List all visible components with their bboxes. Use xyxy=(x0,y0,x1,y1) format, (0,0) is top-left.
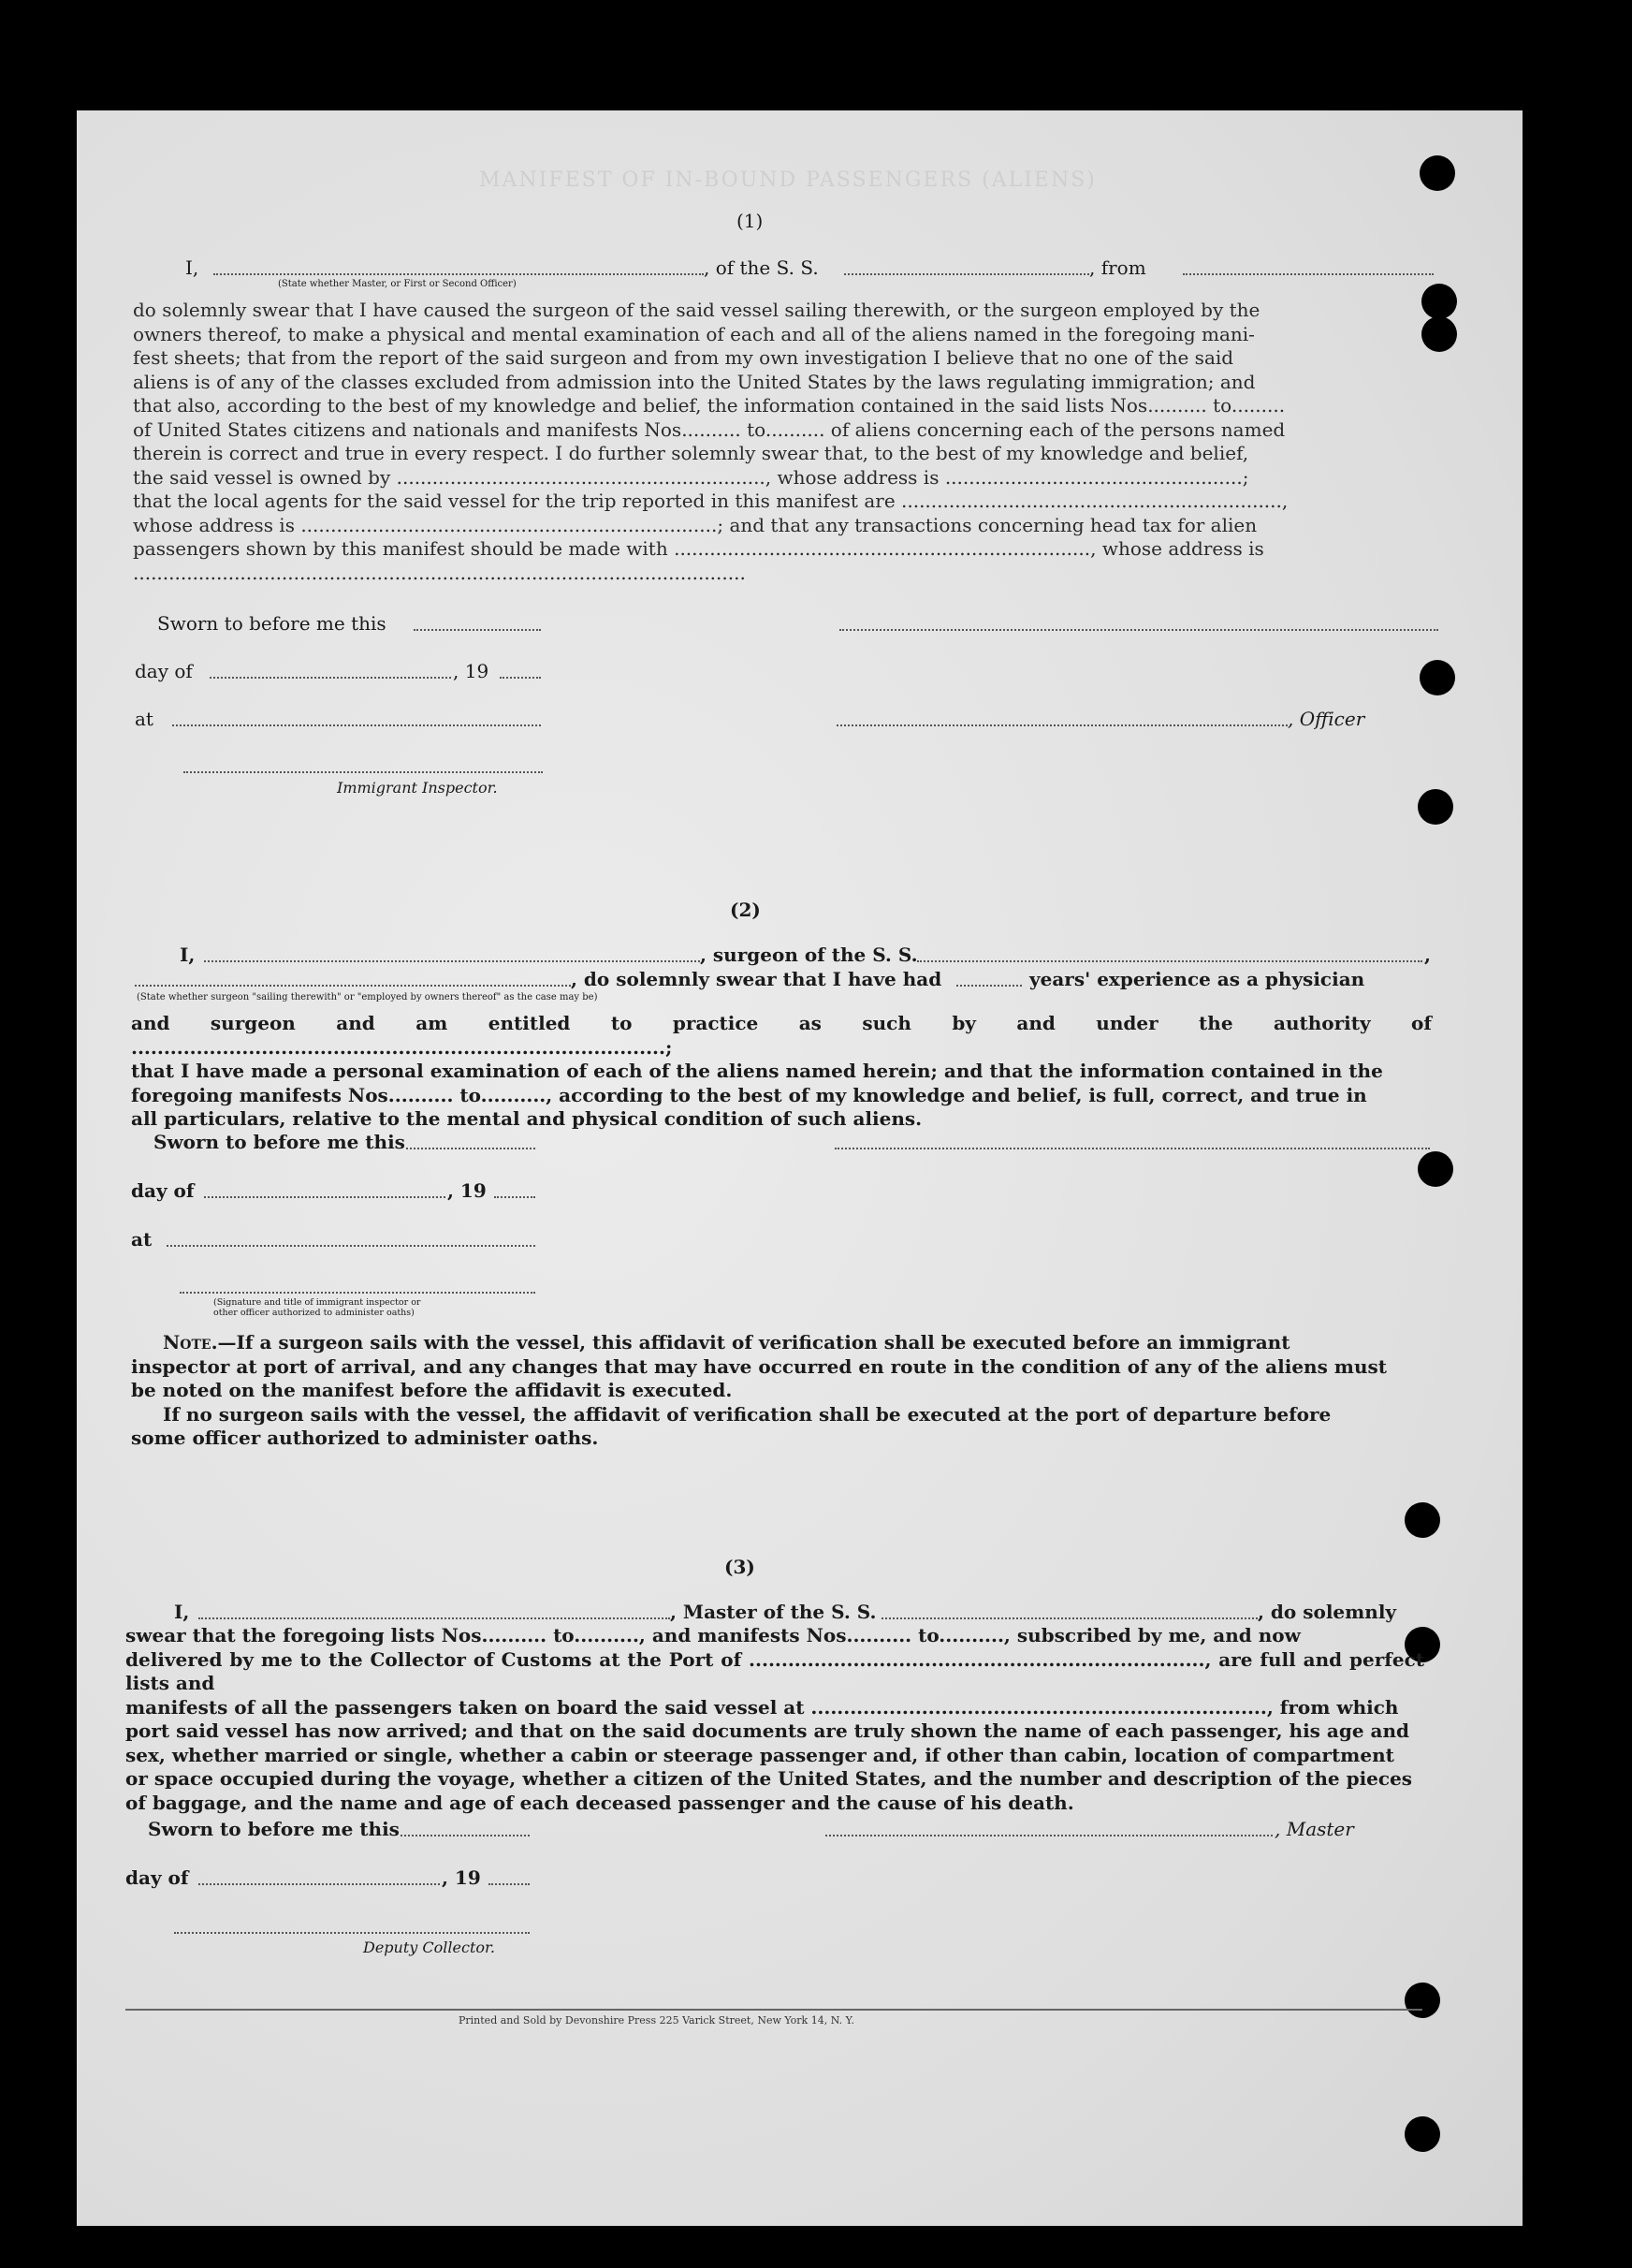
section-2-at: at xyxy=(131,1228,153,1251)
section-3-master-of: , Master of the S. S. xyxy=(670,1601,877,1623)
binder-hole xyxy=(1420,660,1455,695)
section-3-i: I, xyxy=(174,1601,190,1623)
manifest-page xyxy=(77,110,1523,2226)
section-1-officer: , Officer xyxy=(1288,708,1365,730)
section-1-at: at xyxy=(135,708,153,730)
section-2-years: years' experience as a physician xyxy=(1029,968,1365,990)
section-2-body: and surgeon and am entitled to practice as such by and under the authority of ..................................................................................; that I have made a personal examination of each of the aliens named herein; and that the information contained in the foregoing manifests Nos.......... to.........., according to the best of my knowledge and belief, is full, correct, and true in all particulars, relative to the mental and physical condition of such aliens. xyxy=(131,1012,1432,1130)
section-1-body: do solemnly swear that I have caused the surgeon of the said vessel sailing therewith, or the surgeon employed by the owners thereof, to make a physical and mental examination of each and all of the aliens named in the foregoing mani- fest sheets; that from the report of the said surgeon and from my own investigation I believe that no one of the said aliens is of any of the classes excluded from admission into the United States by the laws regulating immigration; and that also, according to the best of my knowledge and belief, the information contained in the said lists Nos.......... to......... of United States citizens and nationals and manifests Nos.......... to.......... of aliens concerning each of the persons named therein is correct and true in every respect. I do further solemnly swear that, to the best of my knowledge and belief, the said vessel is owned by .............................................................., whose address is ..................................................; that the local agents for the said vessel for the trip reported in this manifest are ................................................................, whose address is ......................................................................; and that any transactions concerning head tax for alien passengers shown by this manifest should be made with ......................................................................, whose address is ....................................................................................................... xyxy=(133,299,1289,584)
section-2-day-of: day of xyxy=(131,1179,195,1202)
section-1-inspector-label: Immigrant Inspector. xyxy=(337,779,498,797)
section-3-year: , 19 xyxy=(442,1866,481,1889)
section-1-sworn: Sworn to before me this xyxy=(157,612,386,635)
section-3-day-of: day of xyxy=(125,1866,189,1889)
section-3-body: swear that the foregoing lists Nos.......... to.........., and manifests Nos.......... to.........., subscribed by me, and now delivered by me to the Collector of Customs at the Port of ......................................................................, are full and perfect lists and manifests of all the passengers taken on board the said vessel at ......................................................................, from which port said vessel has now arrived; and that on the said documents are truly shown the name of each passenger, his age and sex, whether married or single, whether a cabin or steerage passenger and, if other than cabin, location of compartment or space occupied during the voyage, whether a citizen of the United States, and the number and description of the pieces of baggage, and the name and age of each deceased passenger and the cause of his death. xyxy=(125,1624,1424,1814)
section-3-master-label: , Master xyxy=(1275,1818,1354,1840)
section-3-deputy-label: Deputy Collector. xyxy=(363,1939,495,1956)
section-1-year: , 19 xyxy=(453,660,489,682)
section-1-day-of: day of xyxy=(135,660,193,682)
section-2-comma: , xyxy=(1424,944,1431,966)
binder-hole xyxy=(1418,1151,1453,1187)
section-3-number: (3) xyxy=(724,1556,755,1578)
section-2-sworn: Sworn to before me this xyxy=(153,1131,405,1153)
binder-hole xyxy=(1420,155,1455,191)
section-2-signature-note: other officer authorized to administer oaths) xyxy=(213,1308,415,1318)
section-2-year: , 19 xyxy=(447,1179,487,1202)
section-2-note-paragraph: Note.—If a surgeon sails with the vessel, this affidavit of verification shall be executed before an immigrant inspector at port of arrival, and any changes that may have occurred en route in the condition of any of the aliens must be noted on the manifest before the affidavit is executed. If no surgeon sails with the vessel, the affidavit of verification shall be executed at the port of departure before some officer authorized to administer oaths. xyxy=(131,1331,1388,1449)
section-3-solemnly: , do solemnly xyxy=(1258,1601,1397,1623)
section-1-of-ss: , of the S. S. xyxy=(704,256,819,279)
binder-hole xyxy=(1405,1502,1440,1538)
binder-hole xyxy=(1405,2116,1440,2152)
section-2-number: (2) xyxy=(730,899,761,921)
section-1-from: , from xyxy=(1089,256,1146,279)
section-2-surgeon-of: , surgeon of the S. S. xyxy=(700,944,918,966)
section-2-note: (State whether surgeon "sailing therewith" or "employed by owners thereof" as the case may be) xyxy=(137,992,598,1002)
bleed-through-header: MANIFEST OF IN-BOUND PASSENGERS (ALIENS) xyxy=(479,168,1097,192)
binder-hole xyxy=(1418,789,1453,825)
section-1-note: (State whether Master, or First or Second Officer) xyxy=(278,279,517,289)
section-2-signature-note: (Signature and title of immigrant inspector or xyxy=(213,1297,421,1308)
section-2-i: I, xyxy=(180,944,196,966)
section-3-sworn: Sworn to before me this xyxy=(148,1818,400,1840)
printer-footer: Printed and Sold by Devonshire Press 225 Varick Street, New York 14, N. Y. xyxy=(459,2014,854,2027)
section-1-i: I, xyxy=(185,256,199,279)
binder-hole xyxy=(1405,1983,1440,2018)
section-2-swear: , do solemnly swear that I have had xyxy=(571,968,942,990)
section-1-number: (1) xyxy=(736,210,764,232)
